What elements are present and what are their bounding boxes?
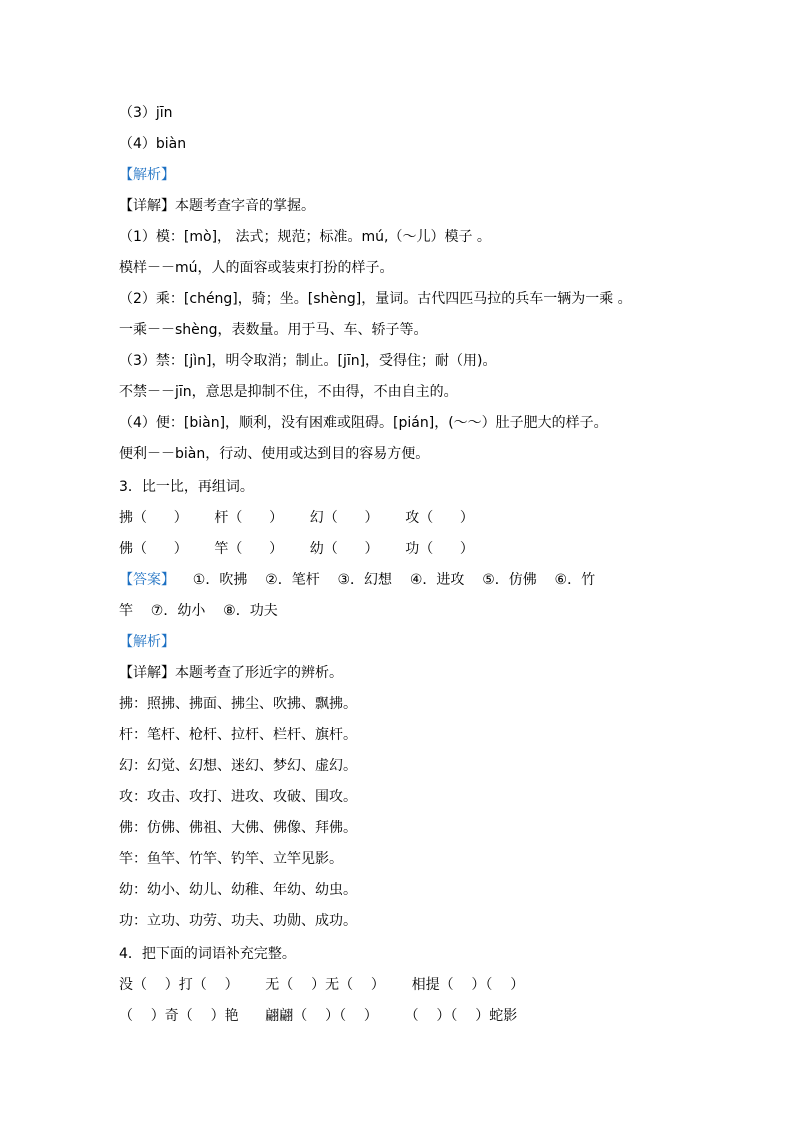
detail-line: 模样－－mú，人的面容或装束打扮的样子。 (119, 260, 394, 276)
answer-row (119, 571, 595, 589)
detail-intro: 【详解】本题考查了形近字的辨析。 (119, 665, 343, 681)
question-4-title: 4．把下面的词语补充完整。 (119, 946, 296, 962)
answer-tag: 【答案】 (119, 572, 175, 588)
word-group: 攻：攻击、攻打、进攻、攻破、围攻。 (119, 789, 357, 805)
word-group: 竿：鱼竿、竹竿、钓竿、立竿见影。 (119, 851, 343, 867)
question-3-row-2: 佛（ ） 竿（ ） 幼（ ） 功（ ） (119, 541, 474, 557)
question-4-row-2: （ ）奇（ ）艳 翩翩（ ）（ ） （ ）（ ）蛇影 (119, 1008, 518, 1024)
answer-line-4: （4）biàn (119, 136, 187, 152)
word-group: 幻：幻觉、幻想、迷幻、梦幻、虚幻。 (119, 758, 357, 774)
answer-line-3: （3）jīn (119, 105, 173, 121)
analysis-heading: 【解析】 (119, 167, 175, 183)
detail-line: （2）乘：[chéng]，骑；坐。[shèng]，量词。古代四匹马拉的兵车一辆为一乘 。 (119, 291, 632, 307)
detail-line: 便利－－biàn，行动、使用或达到目的容易方便。 (119, 446, 430, 462)
answer-row-cont: 竿 ⑦．幼小 ⑧．功夫 (119, 603, 278, 619)
answer-text: ①．吹拂 ②．笔杆 ③．幻想 ④．进攻 ⑤．仿佛 ⑥．竹 (175, 572, 596, 588)
word-group: 杆：笔杆、枪杆、拉杆、栏杆、旗杆。 (119, 727, 357, 743)
detail-intro: 【详解】本题考查字音的掌握。 (119, 198, 315, 214)
word-group: 拂：照拂、拂面、拂尘、吹拂、飘拂。 (119, 696, 357, 712)
question-4-row-1: 没（ ）打（ ） 无（ ）无（ ） 相提（ ）（ ） (119, 977, 525, 993)
detail-line: 不禁－－jīn，意思是抑制不住，不由得，不由自主的。 (119, 384, 458, 400)
detail-line: 一乘－－shèng，表数量。用于马、车、轿子等。 (119, 322, 428, 338)
word-group: 幼：幼小、幼儿、幼稚、年幼、幼虫。 (119, 882, 357, 898)
detail-line: （3）禁：[jìn]，明令取消；制止。[jīn]，受得住；耐（用)。 (119, 353, 497, 369)
word-group: 佛：仿佛、佛祖、大佛、佛像、拜佛。 (119, 820, 357, 836)
detail-line: （1）模：[mò]， 法式；规范；标准。mú,（～儿）模子 。 (119, 229, 491, 245)
word-group: 功：立功、功劳、功夫、功勋、成功。 (119, 913, 357, 929)
detail-line: （4）便：[biàn]，顺利，没有困难或阻碍。[pián]，(～～）肚子肥大的样子。 (119, 415, 608, 431)
question-3-row-1: 拂（ ） 杆（ ） 幻（ ） 攻（ ） (119, 510, 474, 526)
question-3-title: 3．比一比，再组词。 (119, 479, 254, 495)
analysis-heading: 【解析】 (119, 634, 175, 650)
